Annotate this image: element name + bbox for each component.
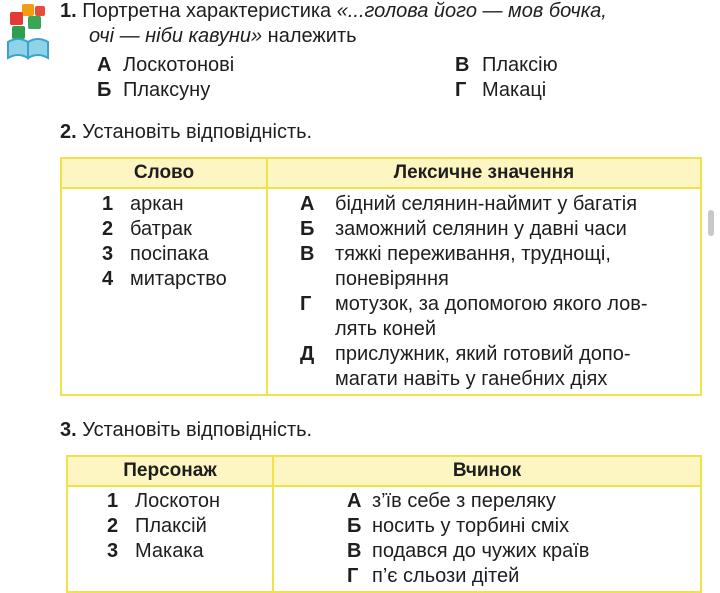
question-1-quote-part-1: «...голова його — мов бочка, <box>336 0 607 22</box>
q2-word-2-text: батрак <box>130 218 192 240</box>
q2-meaning-a-letter: А <box>300 193 315 215</box>
q1-option-a-text: Лоскотонові <box>123 54 235 76</box>
question-3-instruction: Установіть відповідність. <box>82 419 313 441</box>
q1-option-g <box>455 79 546 102</box>
q1-option-v <box>455 54 558 77</box>
q3-character-3-text: Макака <box>135 540 204 562</box>
q1-option-b-letter: Б <box>97 79 112 101</box>
q2-meaning-d-letter: Д <box>300 343 315 365</box>
q2-word-3-text: посіпака <box>130 243 209 265</box>
q3-action-a <box>347 490 556 513</box>
q3-action-g-letter: Г <box>347 565 359 587</box>
q3-character-3 <box>107 540 204 563</box>
question-1-prefix: Портретна характеристика <box>82 0 337 22</box>
q3-character-2-num: 2 <box>107 515 119 537</box>
q2-table-header <box>62 159 700 189</box>
q2-word-4-text: митарство <box>130 268 227 290</box>
q1-option-a-letter: А <box>97 54 112 76</box>
q2-meaning-d-text-line-1: прислужник, який готовий допо- <box>335 343 631 365</box>
q1-option-v-letter: В <box>455 54 470 76</box>
q2-meaning-v-text-line-1: тяжкі переживання, труднощі, <box>335 243 611 265</box>
q2-word-4 <box>102 268 227 291</box>
q3-action-v-text: подався до чужих країв <box>372 540 590 562</box>
question-3-heading <box>60 419 312 442</box>
q3-character-1 <box>107 490 220 513</box>
q2-word-4-num: 4 <box>102 268 114 290</box>
question-2-heading <box>60 121 312 144</box>
q2-meaning-g-text-line-2: лять коней <box>335 318 437 340</box>
q3-action-g <box>347 565 519 588</box>
q1-option-a <box>97 54 234 77</box>
q2-word-3 <box>102 243 209 266</box>
q2-meaning-b-letter: Б <box>300 218 315 240</box>
q2-meaning-v-letter: В <box>300 243 315 265</box>
book-logo-icon <box>4 2 54 62</box>
q3-character-3-num: 3 <box>107 540 119 562</box>
q3-action-v <box>347 540 589 563</box>
q2-word-2 <box>102 218 192 241</box>
q3-action-a-text: з’їв себе з переляку <box>372 490 556 512</box>
q2-meaning-a-text: бідний селянин-наймит у багатія <box>335 193 638 215</box>
q3-action-b <box>347 515 569 538</box>
q2-meaning-g-text-line-1: мотузок, за допомогою якого лов- <box>335 293 648 315</box>
q2-word-1-text: аркан <box>130 193 184 215</box>
q1-option-g-text: Макаці <box>482 79 547 101</box>
q3-action-b-letter: Б <box>347 515 362 537</box>
q3-action-g-text: п’є сльози дітей <box>372 565 520 587</box>
q2-word-2-num: 2 <box>102 218 114 240</box>
q3-character-1-text: Лоскотон <box>135 490 221 512</box>
q3-character-1-num: 1 <box>107 490 119 512</box>
question-1-quote-part-2: очі — ніби кавуни» <box>89 25 263 47</box>
q2-word-1-num: 1 <box>102 193 114 215</box>
q2-word-1 <box>102 193 184 216</box>
q2-word-3-num: 3 <box>102 243 114 265</box>
q3-column-divider <box>272 457 274 591</box>
q3-header-action: Вчинок <box>452 460 522 481</box>
q2-meaning-g-letter: Г <box>300 293 312 315</box>
q2-meaning-d-text-line-2: магати навіть у ганебних діях <box>335 368 608 390</box>
q3-action-a-letter: А <box>347 490 362 512</box>
q1-option-b <box>97 79 210 102</box>
question-1-suffix: належить <box>262 25 357 47</box>
question-1-number: 1. <box>60 0 77 22</box>
question-1-line-1 <box>60 0 607 23</box>
q2-column-divider <box>266 159 268 394</box>
q3-action-b-text: носить у торбині сміх <box>372 515 570 537</box>
q2-header-word: Слово <box>133 162 195 183</box>
q3-table-header <box>68 457 700 487</box>
q3-action-v-letter: В <box>347 540 362 562</box>
q2-header-meaning: Лексичне значення <box>393 162 575 183</box>
q3-character-2-text: Плаксій <box>135 515 207 537</box>
q3-character-2 <box>107 515 207 538</box>
q2-meaning-v-text-line-2: поневіряння <box>335 268 449 290</box>
q1-option-v-text: Плаксію <box>482 54 558 76</box>
q1-option-b-text: Плаксуну <box>123 79 211 101</box>
question-2-number: 2. <box>60 121 77 143</box>
q2-meaning-b-text: заможний селянин у давні часи <box>335 218 627 240</box>
question-3-number: 3. <box>60 419 77 441</box>
question-1-line-2 <box>89 25 357 48</box>
q3-header-character: Персонаж <box>123 460 217 481</box>
q1-option-g-letter: Г <box>455 79 467 101</box>
scrollbar-thumb[interactable] <box>708 210 714 236</box>
question-2-instruction: Установіть відповідність. <box>82 121 313 143</box>
